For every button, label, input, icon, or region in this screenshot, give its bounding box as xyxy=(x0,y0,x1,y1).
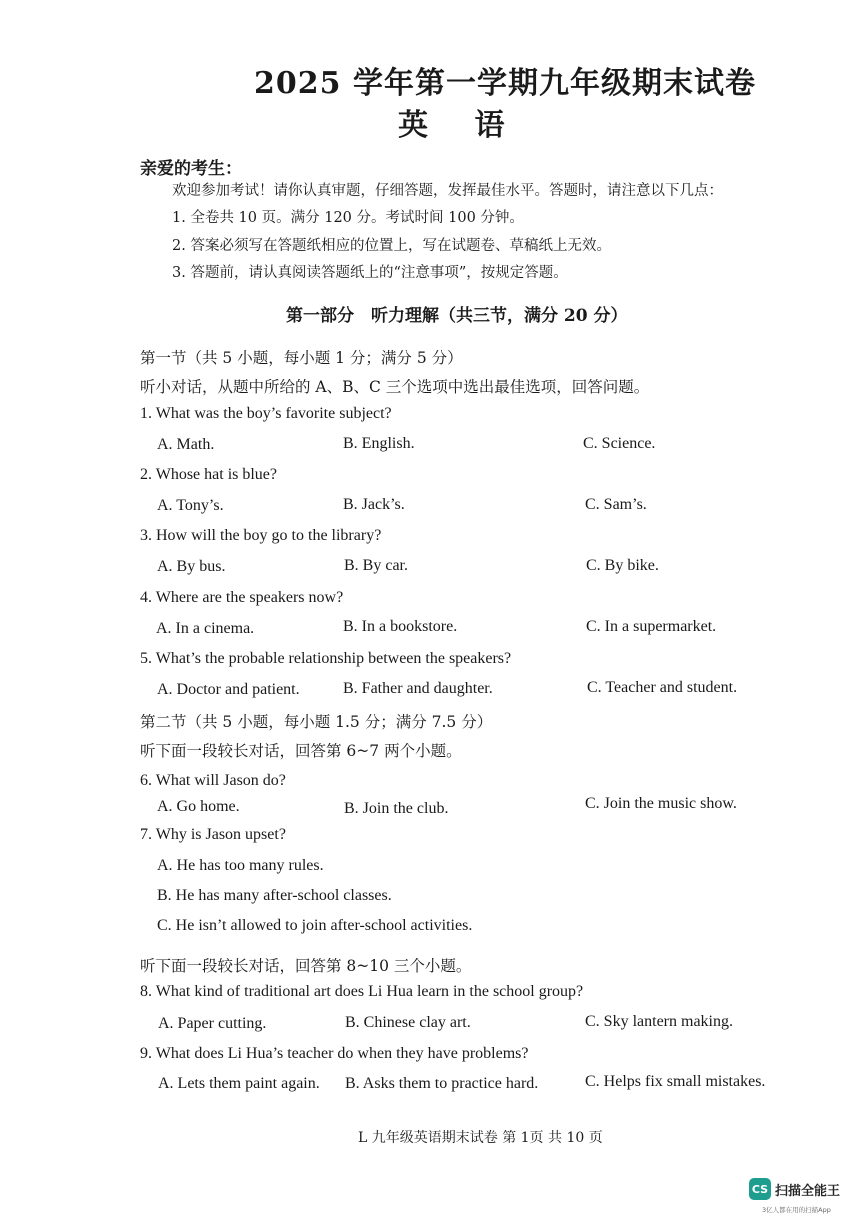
question-text: 3. How will the boy go to the library? xyxy=(140,527,382,544)
exam-subject: 英 语 xyxy=(398,108,523,143)
option-c: C. In a supermarket. xyxy=(586,618,717,635)
option-c: C. Teacher and student. xyxy=(587,679,738,696)
option-a: A. Lets them paint again. xyxy=(158,1075,320,1092)
greeting: 亲爱的考生： xyxy=(140,159,242,179)
question-text: 5. What’s the probable relationship between the speakers? xyxy=(140,650,512,667)
option-c: C. He isn’t allowed to join after-school activities. xyxy=(157,917,473,934)
watermark-app-name: 扫描全能王 xyxy=(775,1184,841,1199)
option-a: A. Tony’s. xyxy=(157,497,224,514)
question-text: 9. What does Li Hua’s teacher do when they have problems? xyxy=(140,1045,529,1062)
option-c: C. Sam’s. xyxy=(585,496,647,513)
option-b: B. Chinese clay art. xyxy=(345,1014,471,1031)
option-a: A. Doctor and patient. xyxy=(157,681,300,698)
section-instruction: 听小对话，从题中所给的 A、B、C 三个选项中选出最佳选项，回答问题。 xyxy=(140,378,650,396)
section-heading: 第二节（共 5 小题，每小题 1.5 分；满分 7.5 分） xyxy=(140,713,493,731)
note-item: 1. 全卷共 10 页。满分 120 分。考试时间 100 分钟。 xyxy=(172,210,524,226)
page-footer: L 九年级英语期末试卷 第 1页 共 10 页 xyxy=(358,1130,603,1146)
option-b: B. In a bookstore. xyxy=(343,618,458,635)
option-b: B. By car. xyxy=(344,557,408,574)
option-b: B. Join the club. xyxy=(344,800,449,817)
question-text: 2. Whose hat is blue? xyxy=(140,466,278,483)
part-title: 第一部分 听力理解（共三节，满分 20 分） xyxy=(286,306,628,326)
option-b: B. He has many after-school classes. xyxy=(157,887,392,904)
exam-title: 2025 学年第一学期九年级期末试卷 xyxy=(254,66,756,101)
option-c: C. By bike. xyxy=(586,557,659,574)
option-c: C. Join the music show. xyxy=(585,795,737,812)
option-a: A. Math. xyxy=(157,436,215,453)
option-b: B. Father and daughter. xyxy=(343,680,493,697)
option-b: B. Asks them to practice hard. xyxy=(345,1075,539,1092)
note-item: 2. 答案必须写在答题纸相应的位置上，写在试题卷、草稿纸上无效。 xyxy=(172,238,611,254)
option-a: A. He has too many rules. xyxy=(157,857,324,874)
option-c: C. Science. xyxy=(583,435,656,452)
watermark-tagline: 3亿人都在用的扫描App xyxy=(762,1206,831,1214)
question-text: 8. What kind of traditional art does Li Hua learn in the school group? xyxy=(140,983,584,1000)
option-a: A. Go home. xyxy=(157,798,240,815)
camscanner-logo-icon: CS xyxy=(749,1178,771,1200)
section-instruction: 听下面一段较长对话，回答第 6~7 两个小题。 xyxy=(140,742,462,760)
option-c: C. Sky lantern making. xyxy=(585,1013,733,1030)
option-a: A. By bus. xyxy=(157,558,226,575)
option-a: A. Paper cutting. xyxy=(158,1015,267,1032)
question-text: 1. What was the boy’s favorite subject? xyxy=(140,405,392,422)
option-c: C. Helps fix small mistakes. xyxy=(585,1073,766,1090)
section-heading: 第一节（共 5 小题，每小题 1 分；满分 5 分） xyxy=(140,349,463,367)
question-text: 6. What will Jason do? xyxy=(140,772,286,789)
note-item: 3. 答题前，请认真阅读答题纸上的“注意事项”，按规定答题。 xyxy=(172,265,568,281)
option-a: A. In a cinema. xyxy=(156,620,255,637)
question-text: 7. Why is Jason upset? xyxy=(140,826,286,843)
option-b: B. Jack’s. xyxy=(343,496,405,513)
welcome-text: 欢迎参加考试！请你认真审题，仔细答题，发挥最佳水平。答题时，请注意以下几点： xyxy=(172,183,723,199)
section-instruction: 听下面一段较长对话，回答第 8~10 三个小题。 xyxy=(140,957,472,975)
question-text: 4. Where are the speakers now? xyxy=(140,589,344,606)
option-b: B. English. xyxy=(343,435,415,452)
